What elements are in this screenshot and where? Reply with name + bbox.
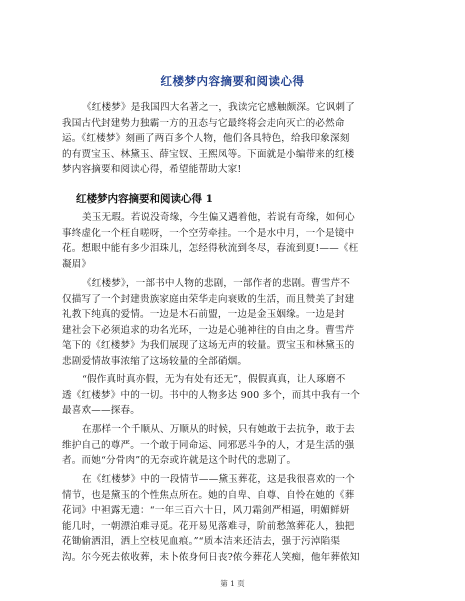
text-line: 沟。尔今死去侬收葬，未卜侬身何日丧?侬今葬花人笑痴，他年葬侬知	[62, 551, 360, 563]
text-line: 我国古代封建势力独霸一方的丑态与它最终将会走向灭亡的必然命	[62, 117, 345, 129]
text-line: 悲剧爱情故事浓缩了这场较量的全部硝烟。	[62, 355, 248, 367]
text-line: “假作真时真亦假，无为有处有还无”，假假真真，让人琢磨不	[82, 374, 346, 385]
text-line: 仅描写了一个封建贵族家庭由荣华走向衰败的生活，而且赞美了封建	[62, 293, 355, 305]
text-line: 花。想眼中能有多少泪珠儿，怎经得秋流到冬尽，春流到夏!——《枉	[62, 243, 359, 255]
page-number: 第 1 页	[220, 579, 245, 588]
text-line: 在那样一个千顺从、万顺从的时候，只有她敢于去抗争，敢于去	[82, 424, 355, 435]
document-title: 红楼梦内容摘要和阅读心得	[160, 74, 305, 88]
text-line: 最喜欢——探春。	[62, 405, 140, 417]
body-paragraph	[62, 372, 406, 419]
text-line: 在《红楼梦》中的一段情节——黛玉葬花，这是我很喜欢的一个	[82, 474, 355, 485]
text-line: 笔下的《红楼梦》为我们展现了这场无声的较量。贾宝玉和林黛玉的	[62, 340, 355, 352]
text-line: 者。而她“分骨肉”的无奈或许就是这个时代的悲剧了。	[62, 455, 297, 467]
text-line: 礼教下纯真的爱情。一边是木石前盟，一边是金玉姻缘。一边是封	[62, 309, 345, 321]
text-line: 凝眉》	[62, 258, 92, 270]
text-line: 美玉无瑕。若说没奇缘，今生偏又遇着他，若说有奇缘，如何心	[82, 212, 355, 223]
text-line: 能几时，一朝漂泊难寻觅。花开易见落难寻，阶前愁煞葬花人，独把	[62, 520, 355, 532]
text-line: 花词》中袒露无遗：“一年三百六十日，风刀霜剑严相逼，明媚鲜妍	[62, 505, 350, 517]
body-paragraph	[62, 422, 406, 469]
section-heading: 红楼梦内容摘要和阅读心得 1	[76, 193, 213, 205]
text-line: 《红楼梦》，一部书中人物的悲剧，一部作者的悲剧。曹雪芹不	[82, 278, 351, 289]
intro-paragraph	[62, 100, 406, 178]
text-line: 运。《红楼梦》刻画了两百多个人物，他们各具特色，给我印象深刻	[62, 133, 350, 145]
text-line: 的有贾宝玉、林黛玉、薛宝钗、王熙凤等。下面就是小编带来的红楼	[62, 148, 355, 160]
text-line: 梦内容摘要和阅读心得，希望能帮助大家!	[62, 164, 242, 176]
text-line: 花锄偷洒泪，洒上空枝见血痕。”“质本洁来还洁去，强于污淖陷渠	[62, 536, 341, 548]
body-paragraph	[62, 276, 406, 370]
body-paragraph	[62, 472, 406, 566]
text-line: 透《红楼梦》中的一切。书中的人物多达 900 多个，而其中我有一个	[62, 389, 360, 401]
body-paragraph	[62, 210, 406, 272]
text-line: 维护自己的尊严。一个敢于同命运、同邪恶斗争的人，才是生活的强	[62, 439, 355, 451]
text-line: 建社会下必须追求的功名光环，一边是心驰神往的自由之身。曹雪芹	[62, 324, 355, 336]
text-line: 情节，也是黛玉的个性焦点所在。她的自卑、自尊、自怜在她的《葬	[62, 489, 355, 501]
text-line: 《红楼梦》是我国四大名著之一，我读完它感触颇深。它讽刺了	[82, 102, 355, 113]
text-line: 事终虚化一个枉自嗟呀，一个空劳牵挂。一个是水中月，一个是镜中	[62, 227, 355, 239]
